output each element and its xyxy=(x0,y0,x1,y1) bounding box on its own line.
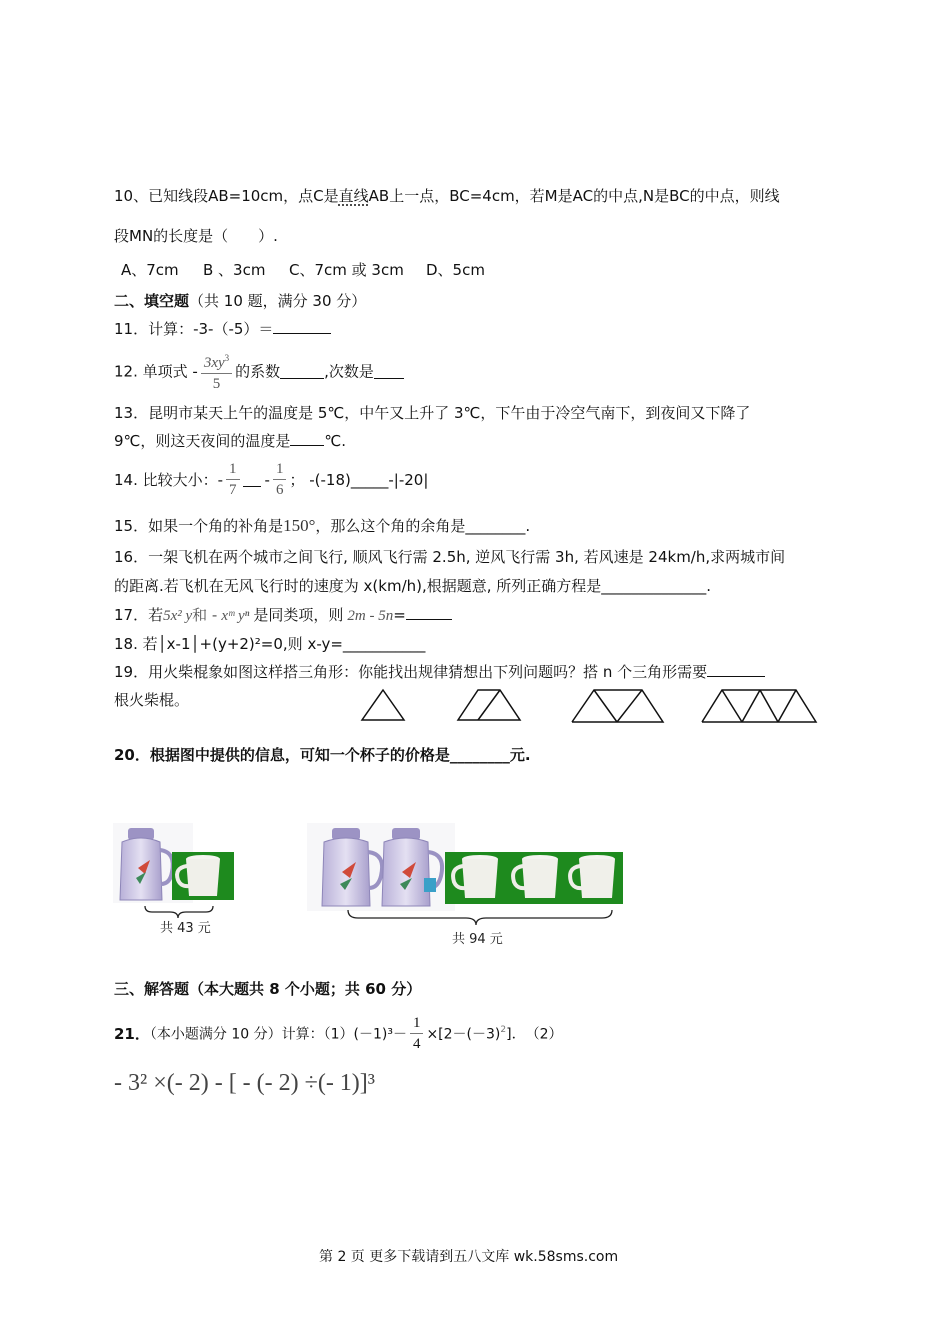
q17-term1: 5x² y xyxy=(163,608,193,624)
q16-line1: 16．一架飞机在两个城市之间飞行, 顺风飞行需 2.5h, 逆风飞行需 3h, 若风速是 24km/h,求两城市间 xyxy=(114,548,786,566)
q19-line2: 根火柴棍。 xyxy=(114,691,190,709)
q17-expression: 2m - 5n xyxy=(347,608,394,624)
triangle-4 xyxy=(702,690,816,722)
q21-text-a: （本小题满分 10 分）计算：（1）(－1)³－ xyxy=(149,1026,407,1043)
thermos-bg-2 xyxy=(307,823,455,911)
q14-f1-num: 1 xyxy=(226,459,240,480)
q12 xyxy=(114,348,404,394)
q17-blank xyxy=(406,605,452,620)
q14-tail: ； -(-18)_____-|-20| xyxy=(289,471,429,489)
q15-text-b: ，那么这个角的余角是________. xyxy=(315,517,531,535)
triangle-4-d xyxy=(778,690,796,722)
triangle-4-c xyxy=(760,690,778,722)
triangle-1 xyxy=(362,690,404,720)
q17-term2: xᵐ yⁿ xyxy=(221,608,250,624)
q12-denominator: 5 xyxy=(212,376,221,392)
caption-94: 共 94 元 xyxy=(452,932,503,947)
thermos-1 xyxy=(120,828,173,900)
section2-heading xyxy=(114,290,366,311)
q21 xyxy=(114,1013,563,1054)
thermos-3 xyxy=(382,828,442,906)
triangle-2 xyxy=(458,690,520,720)
q12-mid: 的系数 xyxy=(235,362,281,381)
q14-blank xyxy=(243,472,261,487)
q12-blank2 xyxy=(374,364,404,379)
q21-exponent: 2 xyxy=(500,1025,507,1035)
q21-text-b: ×[2－(－3) xyxy=(426,1026,501,1043)
triangle-3 xyxy=(572,690,663,722)
q10-line1 xyxy=(114,185,780,206)
q14-sep: - xyxy=(264,470,270,489)
q17-eq: = xyxy=(393,606,406,624)
q21-expression-2: - 3² ×(- 2) - [ - (- 2) ÷(- 1)]³ xyxy=(114,1070,375,1096)
q14-f2-num: 1 xyxy=(273,459,287,480)
triangle-3-a xyxy=(594,690,617,722)
q12-exponent: 3 xyxy=(224,353,230,363)
cups-row xyxy=(445,852,623,904)
q13-line2 xyxy=(114,430,346,451)
q21-fraction xyxy=(410,1013,424,1054)
section2-title: 二、填空题 xyxy=(114,292,190,310)
q13-blank xyxy=(290,431,324,446)
triangle-3-b xyxy=(617,690,642,722)
q15 xyxy=(114,515,530,536)
section2-note: （共 10 题，满分 30 分） xyxy=(189,292,367,310)
q12-fraction xyxy=(201,348,232,394)
q12-mid2: ,次数是 xyxy=(324,362,374,381)
thermos-2 xyxy=(322,828,382,906)
q12-numerator: 3xy xyxy=(203,355,225,371)
q21-number: 21． xyxy=(114,1025,150,1043)
q12-blank1 xyxy=(280,364,324,379)
thermos-bg-1 xyxy=(113,823,193,903)
q10-text-b: AB上一点，BC=4cm，若M是AC的中点,N是BC的中点，则线 xyxy=(368,187,780,205)
q17-and: 和 - xyxy=(192,606,218,624)
q13-line1: 13．昆明市某天上午的温度是 5℃，中午又上升了 3℃，下午由于冷空气南下，到夜间又下降了 xyxy=(114,404,751,422)
q14-fraction2 xyxy=(273,459,287,500)
q10-option-d: D、5cm xyxy=(426,261,485,279)
q13-text-a: 9℃，则这天夜间的温度是 xyxy=(114,432,291,450)
q19-text: 19．用火柴棍象如图这样搭三角形：你能找出规律猜想出下列问题吗？搭 n 个三角形需要 xyxy=(114,663,708,681)
q10-text-a: 10、已知线段AB=10cm，点C是 xyxy=(114,187,339,205)
q14-prefix: 14. 比较大小：- xyxy=(114,471,224,489)
q14-fraction1 xyxy=(226,459,240,500)
q12-prefix: 12. 单项式 - xyxy=(114,362,198,381)
q10-dotted-word: 直线 xyxy=(338,187,369,205)
q19-line1 xyxy=(114,661,765,682)
q11-text: 11．计算：-3-（-5）＝ xyxy=(114,320,274,338)
q11-blank xyxy=(273,319,331,334)
q20-text: 20．根据图中提供的信息，可知一个杯子的价格是________元. xyxy=(114,746,531,764)
q15-text-a: 15．如果一个角的补角是 xyxy=(114,517,284,535)
cup-bg-1 xyxy=(172,852,234,900)
q17-text-b: 是同类项，则 xyxy=(253,606,344,624)
q18: 18. 若│x-1│+(y+2)²=0,则 x-y=___________ xyxy=(114,635,426,653)
q13-text-b: ℃. xyxy=(324,432,347,450)
triangle-4-a xyxy=(722,690,742,722)
q19-blank xyxy=(707,662,765,677)
q14-f2-den: 6 xyxy=(275,482,284,498)
q14-f1-den: 7 xyxy=(229,482,237,498)
cup-1 xyxy=(177,855,220,896)
brace-2 xyxy=(348,910,612,925)
q10-option-a: A、7cm xyxy=(121,261,179,279)
section3-title: 三、解答题（本大题共 8 个小题；共 60 分） xyxy=(114,980,422,998)
q21-f-den: 4 xyxy=(412,1036,421,1052)
caption-43: 共 43 元 xyxy=(160,921,211,936)
q20 xyxy=(114,744,531,765)
q17-text-a: 17．若 xyxy=(114,606,164,624)
q21-f-num: 1 xyxy=(410,1013,424,1034)
q15-degree: 150° xyxy=(283,516,316,535)
q21-text-c: ]． （2） xyxy=(506,1026,563,1043)
q17 xyxy=(114,604,452,625)
page-footer: 第 2 页 更多下载请到五八文库 wk.58sms.com xyxy=(319,1249,619,1265)
q16-line2: 的距离.若飞机在无风飞行时的速度为 x(km/h),根据题意, 所列正确方程是______________. xyxy=(114,577,712,595)
q10-line2: 段MN的长度是（ ）. xyxy=(114,227,278,245)
q11 xyxy=(114,318,331,339)
triangle-4-b xyxy=(742,690,760,722)
q10-option-c: C、7cm 或 3cm xyxy=(289,261,404,279)
q10-option-b: B 、3cm xyxy=(203,261,266,279)
q14 xyxy=(114,459,428,500)
triangle-2-mid xyxy=(478,690,500,720)
